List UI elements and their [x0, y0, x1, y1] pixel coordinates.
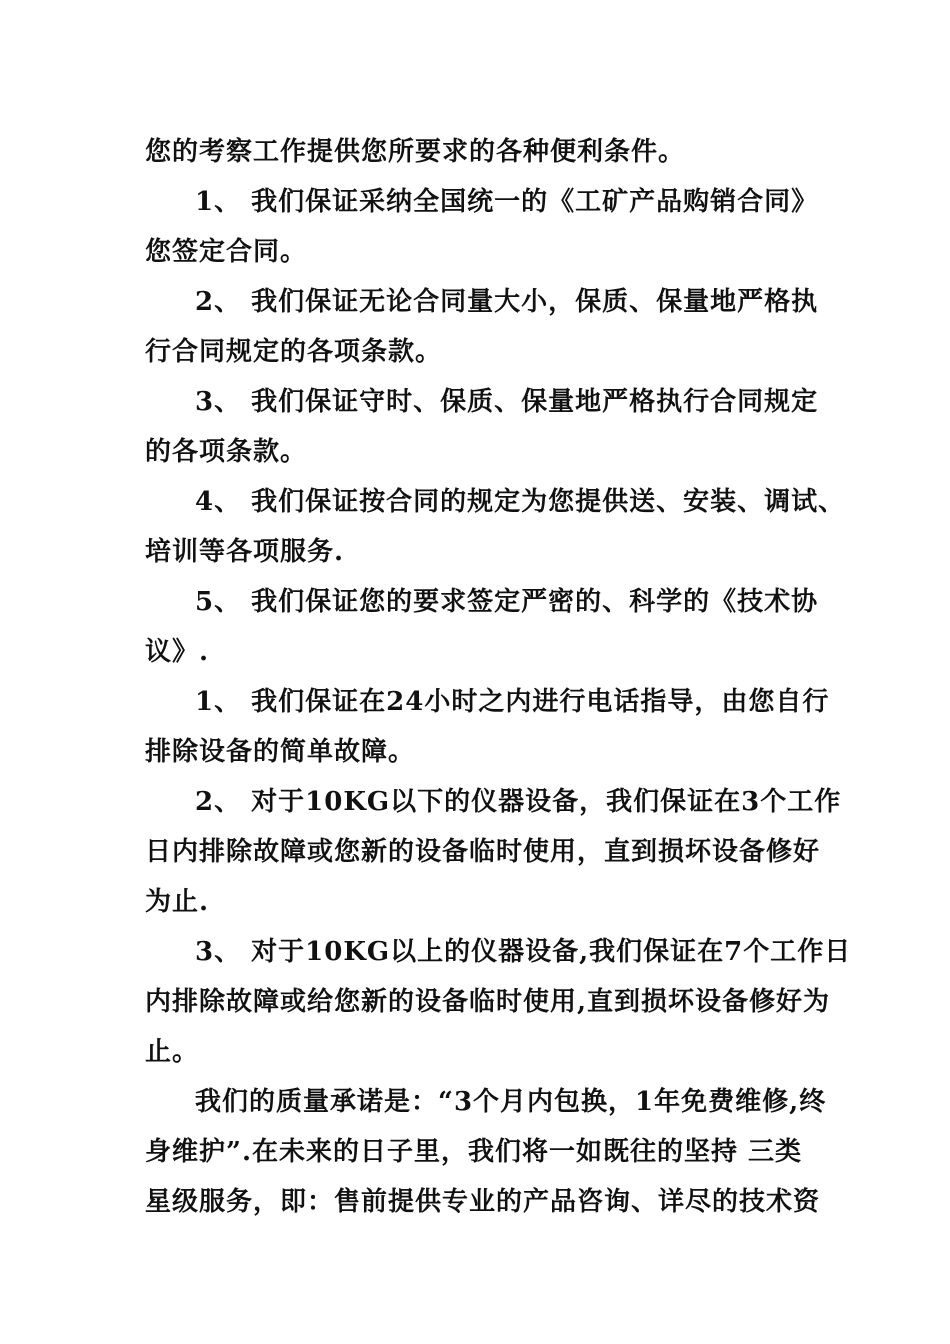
paragraph-line: 内排除故障或给您新的设备临时使用,直到损坏设备修好为: [145, 987, 831, 1017]
paragraph-line: 1、 我们保证在24小时之内进行电话指导，由您自行: [195, 687, 830, 717]
paragraph-line: 5、 我们保证您的要求签定严密的、科学的《技术协: [195, 587, 819, 617]
paragraph-line: 4、 我们保证按合同的规定为您提供送、安装、调试、: [195, 487, 846, 517]
paragraph-line: 3、 对于10KG以上的仪器设备,我们保证在7个工作日: [195, 937, 852, 967]
paragraph-line: 1、 我们保证采纳全国统一的《工矿产品购销合同》: [195, 187, 819, 217]
paragraph-line: 日内排除故障或您新的设备临时使用，直到损坏设备修好: [145, 837, 821, 867]
paragraph-line: 星级服务，即：售前提供专业的产品咨询、详尽的技术资: [145, 1187, 821, 1217]
paragraph-line: 身维护”.在未来的日子里，我们将一如既往的坚持 三类: [145, 1137, 803, 1167]
paragraph-line: 您签定合同。: [145, 237, 308, 267]
paragraph-line: 的各项条款。: [145, 437, 308, 467]
paragraph-line: 议》.: [145, 637, 210, 667]
paragraph-line: 排除设备的简单故障。: [145, 737, 416, 767]
paragraph-line: 2、 我们保证无论合同量大小，保质、保量地严格执: [195, 287, 819, 317]
paragraph-line: 为止.: [145, 887, 210, 917]
paragraph-line: 行合同规定的各项条款。: [145, 337, 443, 367]
paragraph-line: 您的考察工作提供您所要求的各种便利条件。: [145, 137, 686, 167]
paragraph-line: 止。: [145, 1037, 200, 1067]
paragraph-line: 培训等各项服务.: [145, 537, 345, 567]
paragraph-line: 我们的质量承诺是：“3个月内包换，1年免费维修,终: [195, 1087, 827, 1117]
paragraph-line: 3、 我们保证守时、保质、保量地严格执行合同规定: [195, 387, 819, 417]
paragraph-line: 2、 对于10KG以下的仪器设备，我们保证在3个工作: [195, 787, 842, 817]
